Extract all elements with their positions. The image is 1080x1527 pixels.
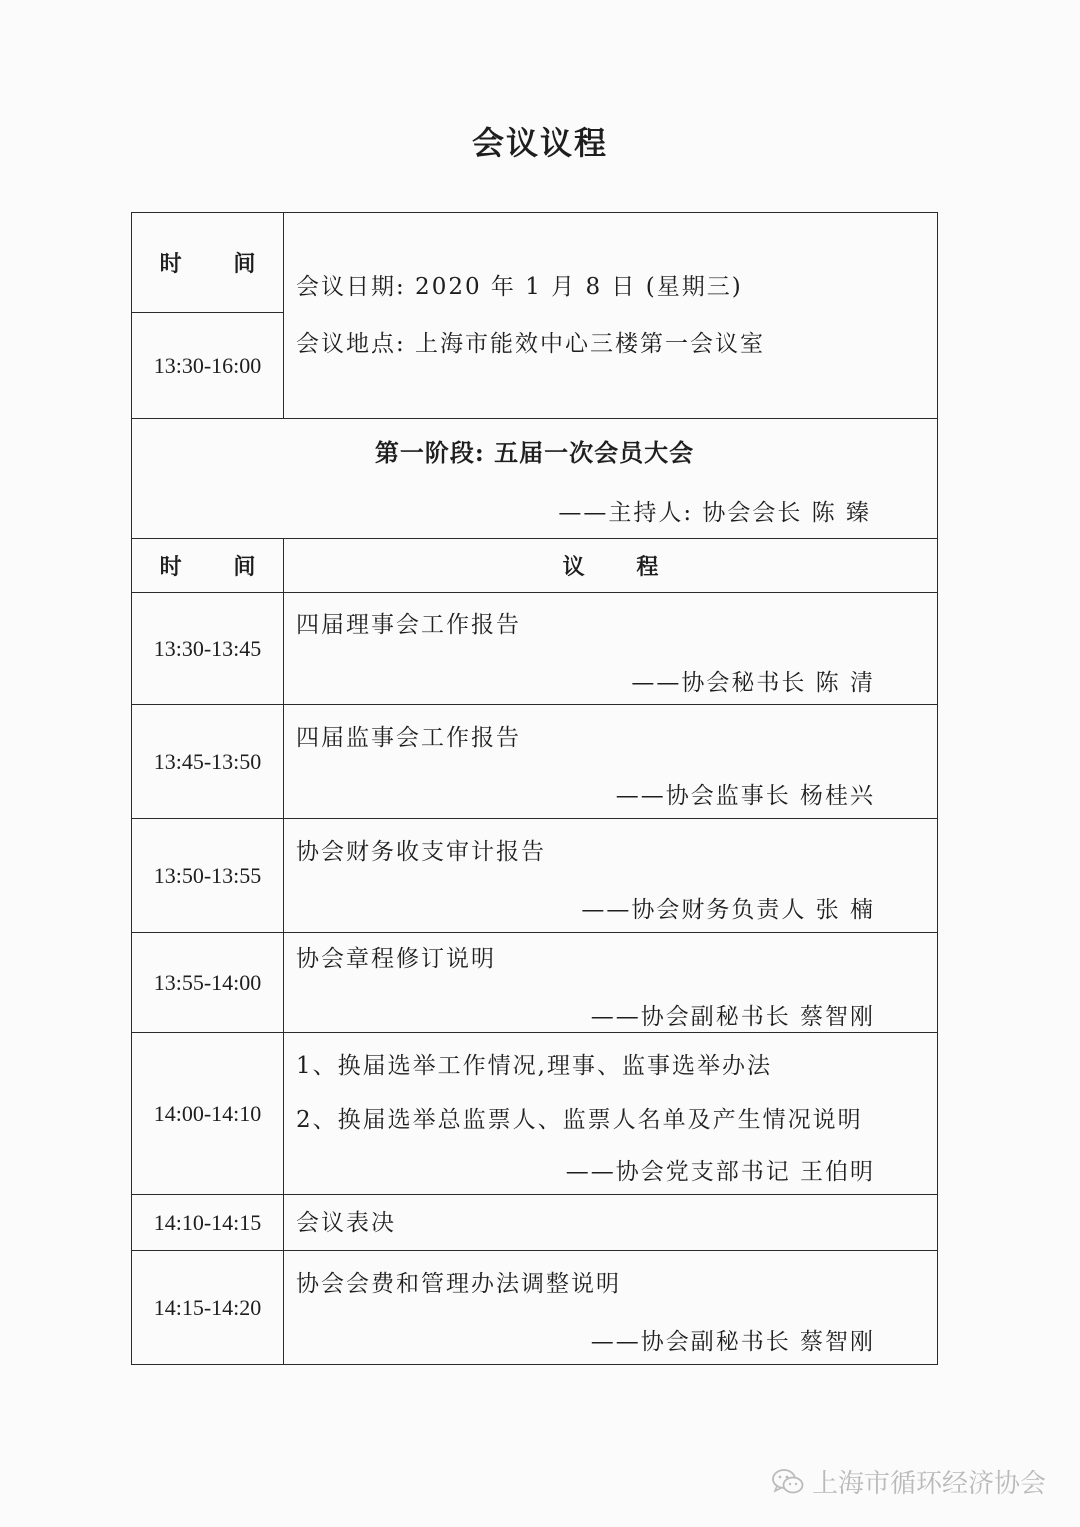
item-title: 会议表决 xyxy=(296,1209,396,1236)
item-title: 协会会费和管理办法调整说明 xyxy=(296,1270,621,1297)
row-content xyxy=(284,1033,938,1195)
row-time: 14:10-14:15 xyxy=(132,1195,284,1251)
page-title: 会议议程 xyxy=(471,124,608,162)
row-time: 13:55-14:00 xyxy=(132,933,284,1033)
row-content xyxy=(284,819,938,933)
item-title: 1、换届选举工作情况,理事、监事选举办法 xyxy=(296,1052,772,1079)
table-row xyxy=(132,933,938,1033)
meeting-date: 会议日期: 2020 年 1 月 8 日 (星期三) xyxy=(296,274,743,300)
row-content xyxy=(284,1195,938,1251)
table-header-row xyxy=(132,539,938,593)
wechat-icon xyxy=(772,1468,804,1496)
table-row xyxy=(132,705,938,819)
row-time: 14:15-14:20 xyxy=(132,1251,284,1365)
time-label-cell: 时 间 xyxy=(132,213,284,313)
row-time: 14:00-14:10 xyxy=(132,1033,284,1195)
info-row-time-label xyxy=(132,213,938,313)
item-presenter: ——协会副秘书长 蔡智刚 xyxy=(590,1003,875,1030)
table-row xyxy=(132,1195,938,1251)
table-row xyxy=(132,1033,938,1195)
header-agenda: 议 程 xyxy=(284,539,938,593)
meeting-location: 会议地点: 上海市能效中心三楼第一会议室 xyxy=(296,331,766,357)
phase-row xyxy=(132,419,938,539)
phase-title: 第一阶段: 五届一次会员大会 xyxy=(374,437,695,467)
row-time: 13:50-13:55 xyxy=(132,819,284,933)
meeting-info-cell xyxy=(284,213,938,419)
item-title: 协会财务收支审计报告 xyxy=(296,838,546,865)
watermark-text: 上海市循环经济协会 xyxy=(811,1469,1046,1499)
table-row xyxy=(132,593,938,705)
agenda-table xyxy=(131,212,938,1365)
item-presenter: ——协会秘书长 陈 清 xyxy=(631,669,875,696)
row-content xyxy=(284,593,938,705)
item-title: 2、换届选举总监票人、监票人名单及产生情况说明 xyxy=(296,1106,863,1133)
item-title: 四届理事会工作报告 xyxy=(296,611,521,638)
header-time: 时 间 xyxy=(132,539,284,593)
agenda-sheet xyxy=(131,212,938,1365)
item-presenter: ——协会财务负责人 张 楠 xyxy=(581,896,875,923)
item-presenter: ——协会党支部书记 王伯明 xyxy=(565,1158,875,1185)
table-row xyxy=(132,1251,938,1365)
phase-cell xyxy=(132,419,938,539)
item-presenter: ——协会副秘书长 蔡智刚 xyxy=(590,1328,875,1355)
item-presenter: ——协会监事长 杨桂兴 xyxy=(615,782,875,809)
row-content xyxy=(284,933,938,1033)
table-row xyxy=(132,819,938,933)
watermark xyxy=(772,1463,1046,1500)
item-title: 四届监事会工作报告 xyxy=(296,724,521,751)
row-time: 13:30-13:45 xyxy=(132,593,284,705)
item-title: 协会章程修订说明 xyxy=(296,945,496,972)
row-time: 13:45-13:50 xyxy=(132,705,284,819)
meeting-time-cell: 13:30-16:00 xyxy=(132,313,284,419)
phase-host: ——主持人: 协会会长 陈 臻 xyxy=(558,499,871,526)
row-content xyxy=(284,1251,938,1365)
row-content xyxy=(284,705,938,819)
